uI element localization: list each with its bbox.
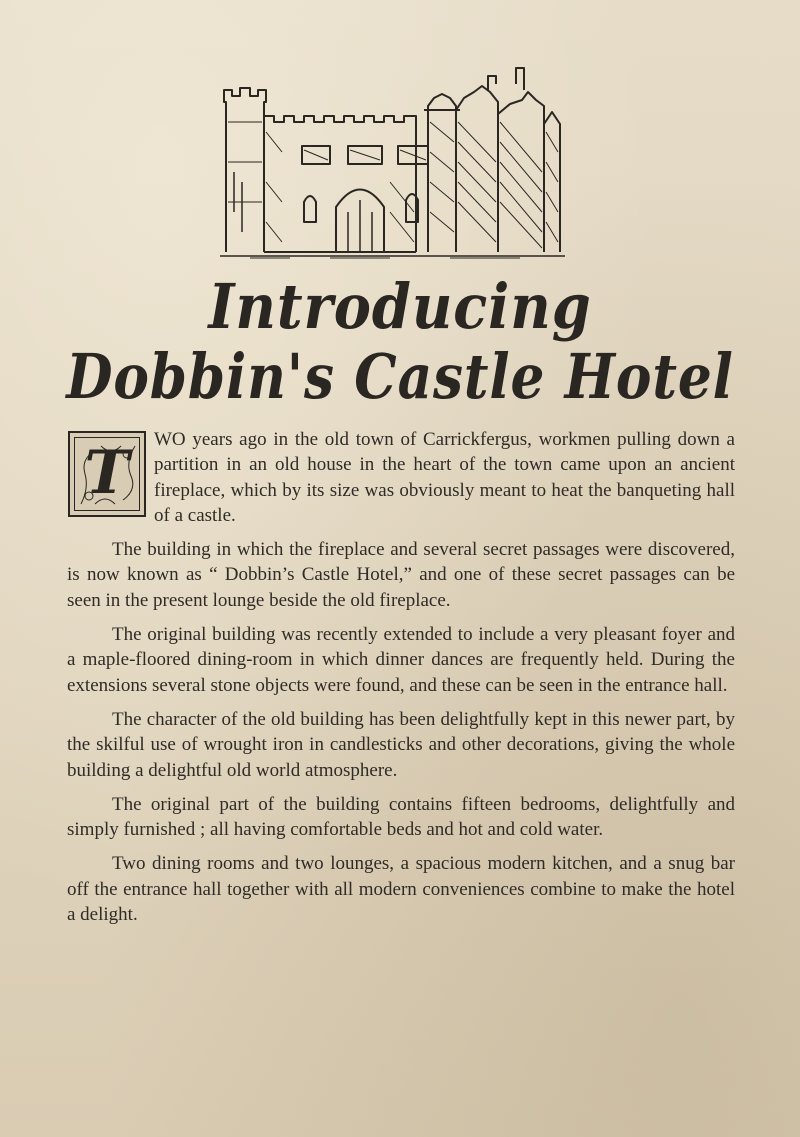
paragraph-6: Two dining rooms and two lounges, a spacious modern kitchen, and a snug bar off the entrance hall together with all modern conveniences combine to make the hotel a delight. <box>67 853 735 926</box>
paragraph-3: The original building was recently extended to include a very pleasant foyer and a maple-floored dining-room in which dinner dances are frequently held. During the extensions several stone objects were found, and these can be seen in the entrance hall. <box>67 624 735 696</box>
heading-introducing: Introducing <box>208 270 592 343</box>
paragraph-5: The original part of the building contains fifteen bedrooms, delightfully and simply furnished ; all having comfortable beds and hot and cold water. <box>67 793 735 841</box>
heading-hotel-name: Dobbin's Castle Hotel <box>66 340 734 413</box>
paragraph-4: The character of the old building has been delightfully kept in this newer part, by the skilful use of wrought iron in candlesticks and other decorations, giving the whole building a delightful old world atmosphere. <box>67 708 735 781</box>
paragraph-1 <box>67 427 735 528</box>
paragraph-2: The building in which the fireplace and several secret passages were discovered, is now known as “ Dobbin’s Castle Hotel,” and one of these secret passages can be seen in the present lounge beside the old fireplace. <box>67 539 735 611</box>
drop-cap: T <box>68 431 146 517</box>
castle-illustration <box>220 62 565 260</box>
paragraph-1-text: WO years ago in the old town of Carrickfergus, workmen pulling down a partition in an old house in the heart of the town came upon an ancient fireplace, which by its size was obviously meant to heat the banqueting hall of a castle. <box>154 429 735 526</box>
article-body <box>67 427 735 936</box>
